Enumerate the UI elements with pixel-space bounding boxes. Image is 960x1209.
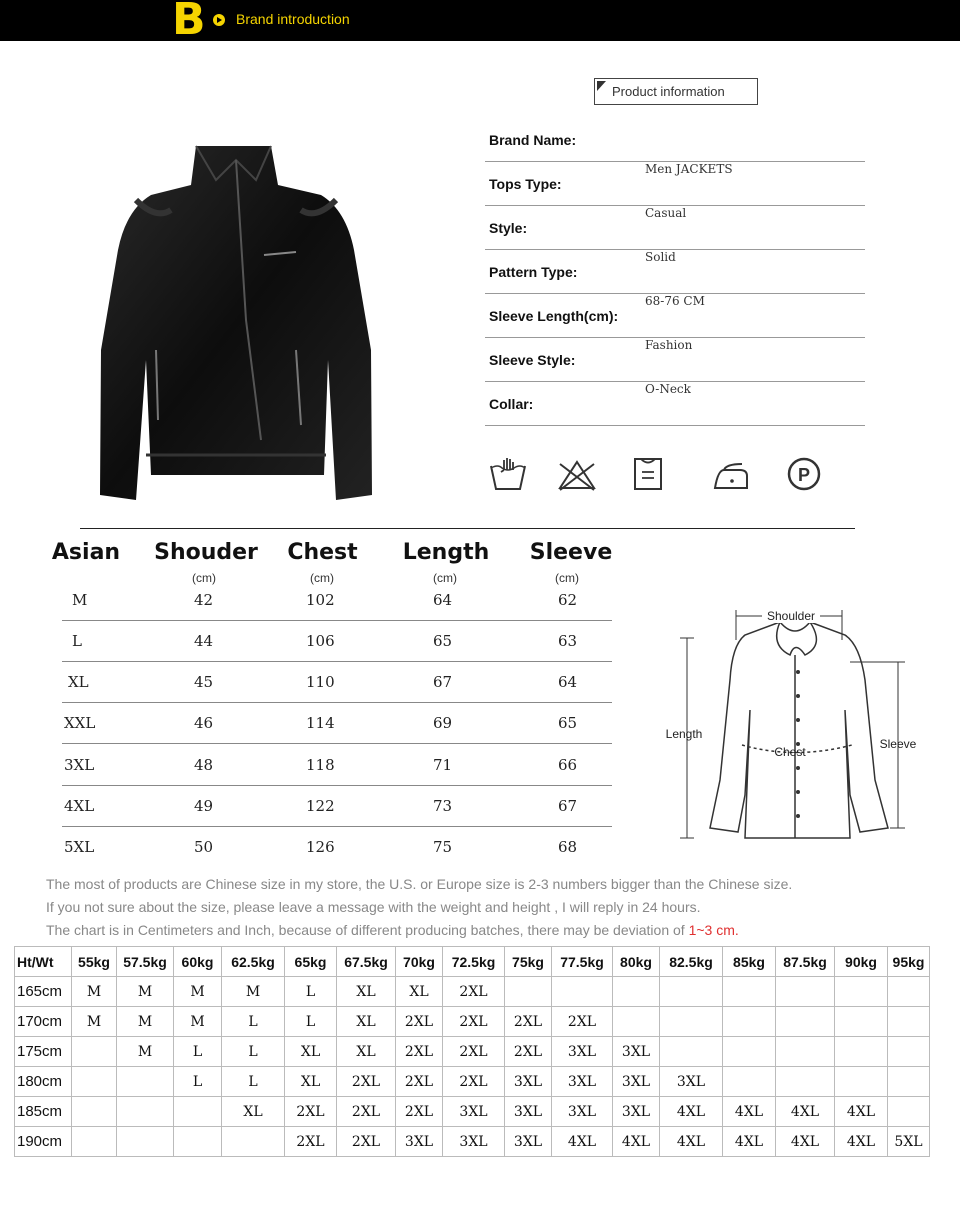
size-cell: XL <box>68 673 89 691</box>
height-row <box>15 1007 930 1037</box>
weight-header: 95kg <box>888 947 930 977</box>
size-row <box>62 786 612 827</box>
spec-value: Solid <box>645 250 676 264</box>
height-weight-body <box>15 977 930 1157</box>
size-recommendation-cell: M <box>117 1037 174 1067</box>
weight-header: 72.5kg <box>443 947 505 977</box>
size-recommendation-cell: M <box>117 977 174 1007</box>
spec-value: Fashion <box>645 338 693 352</box>
size-recommendation-cell: 2XL <box>396 1037 443 1067</box>
size-recommendation-cell <box>72 1127 117 1157</box>
diagram-sleeve-label: Sleeve <box>879 737 917 751</box>
size-cell: 49 <box>194 797 214 815</box>
size-recommendation-cell: L <box>285 977 337 1007</box>
size-recommendation-cell: 2XL <box>443 1067 505 1097</box>
size-recommendation-cell: L <box>174 1037 222 1067</box>
size-recommendation-cell <box>174 1127 222 1157</box>
weight-header: 57.5kg <box>117 947 174 977</box>
product-info-heading <box>594 78 758 105</box>
size-recommendation-cell <box>776 977 835 1007</box>
size-cell: 122 <box>306 797 335 815</box>
size-recommendation-cell <box>660 1037 723 1067</box>
brand-letter: B <box>172 0 206 45</box>
deviation-highlight: 1~3 cm. <box>688 922 739 938</box>
size-recommendation-cell: 2XL <box>396 1097 443 1127</box>
size-recommendation-cell <box>835 1067 888 1097</box>
size-recommendation-cell: M <box>222 977 285 1007</box>
hand-wash-icon <box>488 456 528 492</box>
size-recommendation-cell <box>835 1037 888 1067</box>
size-recommendation-cell <box>72 1097 117 1127</box>
size-recommendation-cell <box>723 977 776 1007</box>
size-note-3 <box>46 922 739 938</box>
weight-header: 85kg <box>723 947 776 977</box>
size-recommendation-cell: 3XL <box>613 1067 660 1097</box>
size-recommendation-cell: XL <box>337 977 396 1007</box>
size-cell: 65 <box>558 714 578 732</box>
weight-header-row <box>15 947 930 977</box>
size-note-1: The most of products are Chinese size in my store, the U.S. or Europe size is 2-3 numbers bigger than the Chinese size. <box>46 876 793 892</box>
weight-header: 75kg <box>505 947 552 977</box>
height-cell: 165cm <box>15 977 72 1007</box>
spec-value: Casual <box>645 206 687 220</box>
size-cell: XXL <box>64 714 96 732</box>
size-recommendation-cell: XL <box>337 1007 396 1037</box>
size-recommendation-cell <box>117 1097 174 1127</box>
size-cell: 110 <box>306 673 335 691</box>
size-recommendation-cell: L <box>222 1067 285 1097</box>
weight-header: 62.5kg <box>222 947 285 977</box>
size-recommendation-cell: 3XL <box>443 1127 505 1157</box>
size-cell: 44 <box>194 632 214 650</box>
size-note-2: If you not sure about the size, please leave a message with the weight and height , I will reply in 24 hours. <box>46 899 701 915</box>
size-recommendation-cell <box>835 977 888 1007</box>
height-weight-table <box>14 946 930 1157</box>
svg-text:P: P <box>797 465 811 485</box>
height-row <box>15 1097 930 1127</box>
weight-header: 87.5kg <box>776 947 835 977</box>
size-recommendation-cell: 3XL <box>552 1067 613 1097</box>
unit-label: (cm) <box>433 571 457 585</box>
corner-cell: Ht/Wt <box>15 947 72 977</box>
size-recommendation-cell: 2XL <box>552 1007 613 1037</box>
size-cell: M <box>72 591 88 609</box>
size-recommendation-cell: M <box>72 1007 117 1037</box>
size-cell: 68 <box>558 838 578 856</box>
size-cell: 106 <box>306 632 335 650</box>
size-cell: 3XL <box>64 756 95 774</box>
size-recommendation-cell <box>723 1067 776 1097</box>
size-row <box>62 580 612 621</box>
size-recommendation-cell: 2XL <box>396 1007 443 1037</box>
size-recommendation-cell <box>552 977 613 1007</box>
height-cell: 185cm <box>15 1097 72 1127</box>
size-cell: 46 <box>194 714 214 732</box>
size-recommendation-cell: M <box>117 1007 174 1037</box>
size-recommendation-cell <box>835 1007 888 1037</box>
size-cell: 4XL <box>64 797 95 815</box>
weight-header: 80kg <box>613 947 660 977</box>
size-recommendation-cell <box>117 1067 174 1097</box>
size-recommendation-cell <box>505 977 552 1007</box>
spec-row <box>485 250 865 294</box>
size-recommendation-cell: L <box>285 1007 337 1037</box>
spec-label: Tops Type: <box>489 176 562 192</box>
size-recommendation-cell: XL <box>396 977 443 1007</box>
size-row <box>62 662 612 703</box>
measurement-diagram <box>660 600 920 845</box>
size-recommendation-cell: L <box>222 1007 285 1037</box>
size-recommendation-cell: L <box>222 1037 285 1067</box>
size-recommendation-cell <box>888 1007 930 1037</box>
size-row <box>62 703 612 744</box>
weight-header: 70kg <box>396 947 443 977</box>
height-row <box>15 1127 930 1157</box>
spec-row <box>485 118 865 162</box>
spec-label: Collar: <box>489 396 534 412</box>
size-cell: 118 <box>306 756 335 774</box>
spec-row <box>485 162 865 206</box>
size-recommendation-cell: M <box>72 977 117 1007</box>
spec-label: Style: <box>489 220 528 236</box>
size-recommendation-cell: 4XL <box>723 1097 776 1127</box>
size-recommendation-cell: 4XL <box>835 1127 888 1157</box>
size-recommendation-cell <box>72 1067 117 1097</box>
size-recommendation-cell <box>888 977 930 1007</box>
size-recommendation-cell: XL <box>222 1097 285 1127</box>
size-cell: 126 <box>306 838 335 856</box>
jacket-image <box>96 140 376 505</box>
height-cell: 170cm <box>15 1007 72 1037</box>
weight-header: 55kg <box>72 947 117 977</box>
spec-label: Sleeve Style: <box>489 352 576 368</box>
height-cell: 190cm <box>15 1127 72 1157</box>
size-recommendation-cell <box>72 1037 117 1067</box>
corner-triangle-icon <box>597 81 606 91</box>
size-row <box>62 745 612 786</box>
do-not-bleach-icon <box>556 456 598 492</box>
size-recommendation-cell: 2XL <box>337 1067 396 1097</box>
size-cell: 67 <box>558 797 578 815</box>
size-recommendation-cell <box>723 1007 776 1037</box>
size-recommendation-cell: L <box>174 1067 222 1097</box>
spec-row <box>485 294 865 338</box>
size-recommendation-cell: 3XL <box>505 1127 552 1157</box>
height-row <box>15 1037 930 1067</box>
size-recommendation-cell: 3XL <box>396 1127 443 1157</box>
size-recommendation-cell: 3XL <box>552 1037 613 1067</box>
dry-clean-p-icon <box>786 456 822 492</box>
size-cell: 66 <box>558 756 578 774</box>
size-cell: 102 <box>306 591 335 609</box>
size-row <box>62 621 612 662</box>
weight-header: 60kg <box>174 947 222 977</box>
spec-row <box>485 382 865 426</box>
size-cell: 64 <box>433 591 453 609</box>
unit-label: (cm) <box>555 571 579 585</box>
size-cell: 45 <box>194 673 214 691</box>
spec-label: Sleeve Length(cm): <box>489 308 619 324</box>
header-chest: Chest <box>287 540 358 565</box>
unit-label: (cm) <box>192 571 216 585</box>
brand-banner <box>0 0 960 45</box>
size-recommendation-cell: 2XL <box>443 1037 505 1067</box>
size-recommendation-cell: 3XL <box>552 1097 613 1127</box>
size-recommendation-cell <box>888 1067 930 1097</box>
height-cell: 175cm <box>15 1037 72 1067</box>
weight-header: 67.5kg <box>337 947 396 977</box>
weight-header: 65kg <box>285 947 337 977</box>
size-cell: 42 <box>194 591 214 609</box>
spec-value: O-Neck <box>645 382 691 396</box>
iron-icon <box>712 456 750 492</box>
size-recommendation-cell: 3XL <box>443 1097 505 1127</box>
height-cell: 180cm <box>15 1067 72 1097</box>
header-shoulder: Shouder <box>154 540 258 565</box>
size-recommendation-cell <box>117 1127 174 1157</box>
size-recommendation-cell: 4XL <box>723 1127 776 1157</box>
size-recommendation-cell: 2XL <box>337 1127 396 1157</box>
size-recommendation-cell <box>613 1007 660 1037</box>
header-length: Length <box>402 540 490 565</box>
size-recommendation-cell: 2XL <box>505 1007 552 1037</box>
weight-header: 90kg <box>835 947 888 977</box>
size-recommendation-cell <box>222 1127 285 1157</box>
size-cell: 63 <box>558 632 578 650</box>
section-divider <box>80 528 855 529</box>
size-cell: 64 <box>558 673 578 691</box>
size-recommendation-cell <box>776 1067 835 1097</box>
diagram-length-label: Length <box>665 727 703 741</box>
size-cell: 48 <box>194 756 214 774</box>
unit-label: (cm) <box>310 571 334 585</box>
spec-value: Men JACKETS <box>645 162 733 176</box>
size-cell: 62 <box>558 591 578 609</box>
size-recommendation-cell <box>888 1037 930 1067</box>
size-recommendation-cell: 2XL <box>505 1037 552 1067</box>
size-recommendation-cell: 4XL <box>613 1127 660 1157</box>
header-asian: Asian <box>51 540 121 565</box>
size-recommendation-cell: 2XL <box>285 1127 337 1157</box>
size-recommendation-cell <box>660 977 723 1007</box>
size-recommendation-cell: 3XL <box>660 1067 723 1097</box>
size-recommendation-cell: 3XL <box>613 1097 660 1127</box>
size-recommendation-cell: 4XL <box>776 1127 835 1157</box>
size-recommendation-cell: 3XL <box>613 1037 660 1067</box>
size-recommendation-cell <box>723 1037 776 1067</box>
size-cell: 75 <box>433 838 453 856</box>
header-sleeve: Sleeve <box>529 540 613 565</box>
diagram-shoulder-label: Shoulder <box>766 609 816 623</box>
diagram-chest-label: Chest <box>774 745 806 759</box>
play-icon <box>213 14 225 26</box>
size-cell: 65 <box>433 632 453 650</box>
size-recommendation-cell: XL <box>285 1037 337 1067</box>
size-recommendation-cell: 4XL <box>660 1127 723 1157</box>
size-cell: 69 <box>433 714 453 732</box>
size-recommendation-cell: 2XL <box>396 1067 443 1097</box>
size-recommendation-cell: 2XL <box>443 1007 505 1037</box>
spec-label: Brand Name: <box>489 132 577 148</box>
size-recommendation-cell: 4XL <box>776 1097 835 1127</box>
size-cell: 5XL <box>64 838 95 856</box>
spec-value: 68-76 CM <box>645 294 705 308</box>
product-info-label: Product information <box>612 84 725 99</box>
size-recommendation-cell: M <box>174 1007 222 1037</box>
banner-title: Brand introduction <box>236 11 350 27</box>
spec-label: Pattern Type: <box>489 264 578 280</box>
size-cell: L <box>72 632 82 650</box>
size-recommendation-cell <box>660 1007 723 1037</box>
size-recommendation-cell: M <box>174 977 222 1007</box>
spec-row <box>485 338 865 382</box>
note-text: The chart is in Centimeters and Inch, because of different producing batches, there may be deviation of <box>46 922 689 938</box>
size-recommendation-cell: 2XL <box>337 1097 396 1127</box>
height-row <box>15 977 930 1007</box>
size-recommendation-cell: 2XL <box>285 1097 337 1127</box>
size-recommendation-cell <box>776 1007 835 1037</box>
size-cell: 67 <box>433 673 453 691</box>
size-cell: 73 <box>433 797 453 815</box>
size-recommendation-cell: 4XL <box>835 1097 888 1127</box>
size-recommendation-cell <box>613 977 660 1007</box>
size-recommendation-cell: XL <box>285 1067 337 1097</box>
size-recommendation-cell: 4XL <box>660 1097 723 1127</box>
size-cell: 71 <box>433 756 453 774</box>
size-recommendation-cell: 2XL <box>443 977 505 1007</box>
size-recommendation-cell: 3XL <box>505 1067 552 1097</box>
size-recommendation-cell: 4XL <box>552 1127 613 1157</box>
size-recommendation-cell <box>174 1097 222 1127</box>
size-recommendation-cell: XL <box>337 1037 396 1067</box>
size-cell: 114 <box>306 714 335 732</box>
size-cell: 50 <box>194 838 214 856</box>
size-row <box>62 827 612 868</box>
size-recommendation-cell: 3XL <box>505 1097 552 1127</box>
weight-header: 77.5kg <box>552 947 613 977</box>
height-row <box>15 1067 930 1097</box>
line-dry-icon <box>632 456 664 492</box>
size-recommendation-cell <box>776 1037 835 1067</box>
size-recommendation-cell: 5XL <box>888 1127 930 1157</box>
size-recommendation-cell <box>888 1097 930 1127</box>
weight-header: 82.5kg <box>660 947 723 977</box>
spec-row <box>485 206 865 250</box>
